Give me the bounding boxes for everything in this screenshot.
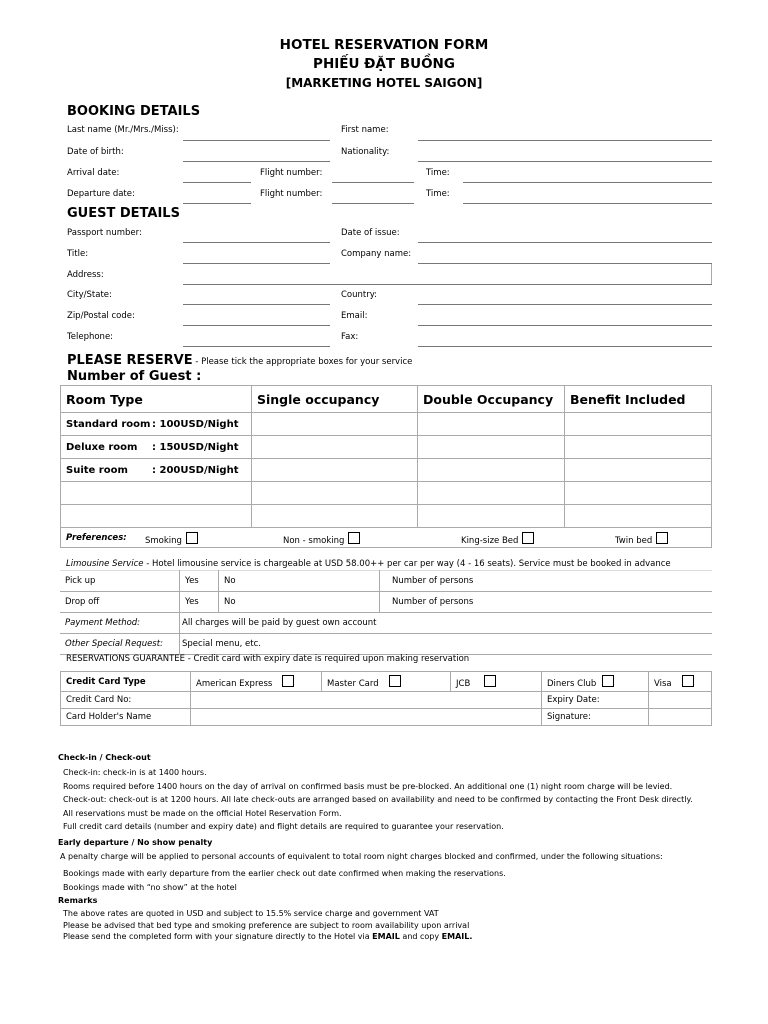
- title-label: Title:: [67, 249, 89, 259]
- king-bed-checkbox[interactable]: [522, 532, 534, 544]
- list-item: The above rates are quoted in USD and subject to 15.5% service charge and government VAT: [63, 909, 439, 918]
- copy-email-link[interactable]: EMAIL.: [441, 932, 473, 941]
- number-of-guest-label: Number of Guest :: [67, 369, 202, 384]
- pickup-no[interactable]: No: [219, 571, 380, 592]
- amex-label: American Express: [196, 678, 273, 689]
- nationality-field[interactable]: [418, 161, 712, 162]
- double-cell[interactable]: [418, 413, 565, 436]
- card-type-label: Credit Card Type: [61, 672, 191, 692]
- pickup-label: Pick up: [60, 571, 180, 592]
- twin-bed-option[interactable]: [615, 532, 668, 546]
- passport-field[interactable]: [183, 242, 330, 243]
- dropoff-no[interactable]: No: [219, 592, 380, 613]
- card-number-field[interactable]: [191, 692, 542, 709]
- single-cell[interactable]: [252, 505, 418, 528]
- send-instructions: [63, 931, 472, 943]
- double-occupancy-header: Double Occupancy: [418, 386, 565, 413]
- early-departure-heading: Early departure / No show penalty: [58, 838, 213, 847]
- departure-flight-label: Flight number:: [260, 189, 323, 199]
- list-item: Please be advised that bed type and smoking preference are subject to room availability upon arrival: [63, 920, 470, 930]
- list-item: Check-in: check-in is at 1400 hours.: [63, 768, 207, 777]
- payment-label: Payment Method:: [60, 613, 180, 634]
- email-label: Email:: [341, 311, 368, 321]
- room-table: [60, 385, 712, 548]
- double-cell[interactable]: [418, 459, 565, 482]
- reserve-note: - Please tick the appropriate boxes for your service: [192, 357, 413, 367]
- special-request-label: Other Special Request:: [60, 634, 180, 655]
- single-cell[interactable]: [252, 413, 418, 436]
- arrival-flight-label: Flight number:: [260, 168, 323, 178]
- passport-label: Passport number:: [67, 228, 142, 238]
- address-label: Address:: [67, 270, 104, 280]
- date-issue-label: Date of issue:: [341, 228, 400, 238]
- single-cell[interactable]: [252, 459, 418, 482]
- preferences-cell: [61, 528, 712, 548]
- table-row: [61, 436, 712, 459]
- address-field[interactable]: [183, 284, 712, 285]
- list-item: Full credit card details (number and expiry date) and flight details are required to guarantee your reservation.: [63, 822, 504, 831]
- non-smoking-checkbox[interactable]: [348, 532, 360, 544]
- form-title: HOTEL RESERVATION FORM: [279, 37, 489, 53]
- room-name: Suite room: [66, 464, 128, 476]
- room-type-cell[interactable]: [61, 482, 252, 505]
- list-item: Bookings made with “no show” at the hotel: [63, 882, 237, 892]
- city-label: City/State:: [67, 290, 112, 300]
- reserve-heading: PLEASE RESERVE: [67, 353, 193, 368]
- arrival-time-label: Time:: [426, 168, 450, 178]
- guest-heading: GUEST DETAILS: [67, 206, 180, 221]
- dropoff-yes[interactable]: Yes: [180, 592, 219, 613]
- nationality-label: Nationality:: [341, 147, 390, 157]
- list-item: Bookings made with early departure from the earlier check out date confirmed when making the reservations.: [63, 869, 506, 878]
- amex-option[interactable]: [191, 672, 322, 692]
- dropoff-label: Drop off: [60, 592, 180, 613]
- jcb-label: JCB: [456, 678, 471, 689]
- room-name: Deluxe room: [66, 441, 138, 453]
- room-type-cell: [61, 413, 252, 436]
- benefit-cell[interactable]: [565, 482, 712, 505]
- table-row: [61, 413, 712, 436]
- first-name-label: First name:: [341, 125, 389, 135]
- twin-bed-label: Twin bed: [615, 536, 653, 546]
- telephone-label: Telephone:: [67, 332, 114, 342]
- city-field[interactable]: [183, 304, 330, 305]
- credit-card-table: [60, 671, 712, 726]
- non-smoking-label: Non - smoking: [283, 536, 345, 546]
- checkin-heading: Check-in / Check-out: [58, 753, 151, 762]
- king-bed-option[interactable]: [461, 532, 534, 546]
- early-departure-intro: A penalty charge will be applied to personal accounts of equivalent to total room night charges blocked and confirmed, under the following situations:: [60, 852, 663, 861]
- form-subtitle: [MARKETING HOTEL SAIGON]: [285, 76, 483, 90]
- pickup-persons[interactable]: Number of persons: [380, 571, 713, 592]
- benefit-cell[interactable]: [565, 413, 712, 436]
- diners-option[interactable]: [542, 672, 649, 692]
- email-link[interactable]: EMAIL: [372, 932, 400, 941]
- king-bed-label: King-size Bed: [461, 536, 519, 546]
- list-item: Rooms required before 1400 hours on the day of arrival on confirmed basis must be pre-blocked. An additional one (1) night room charge will be levied.: [63, 781, 673, 791]
- arrival-label: Arrival date:: [67, 168, 120, 178]
- departure-time-field[interactable]: [463, 203, 712, 204]
- limousine-row: [66, 559, 671, 569]
- country-label: Country:: [341, 290, 378, 300]
- country-field[interactable]: [418, 304, 712, 305]
- room-type-cell: [61, 459, 252, 482]
- checkin-list: [63, 766, 693, 834]
- payment-text: All charges will be paid by guest own account: [180, 613, 713, 634]
- remarks-heading: Remarks: [58, 896, 98, 905]
- card-number-label: Credit Card No:: [61, 692, 191, 709]
- room-type-header: Room Type: [61, 386, 252, 413]
- departure-time-label: Time:: [426, 189, 450, 199]
- double-cell[interactable]: [418, 482, 565, 505]
- double-cell[interactable]: [418, 436, 565, 459]
- preferences-row: [61, 528, 712, 548]
- telephone-field[interactable]: [183, 346, 330, 347]
- master-label: Master Card: [327, 678, 379, 689]
- send-mid-text: and copy: [399, 932, 442, 941]
- list-item: Check-out: check-out is at 1200 hours. All late check-outs are arranged based on availability and need to be confirmed by contacting the Front Desk directly.: [63, 795, 693, 804]
- send-text: Please send the completed form with your signature directly to the Hotel via: [63, 932, 373, 941]
- zip-label: Zip/Postal code:: [67, 311, 135, 321]
- fax-field[interactable]: [418, 346, 712, 347]
- last-name-label: Last name (Mr./Mrs./Miss):: [67, 125, 179, 135]
- guarantee-text: RESERVATIONS GUARANTEE - Credit card with expiry date is required upon making reservation: [66, 654, 470, 664]
- single-cell[interactable]: [252, 436, 418, 459]
- room-price: : 100USD/Night: [152, 418, 239, 430]
- company-label: Company name:: [341, 249, 412, 259]
- arrival-time-field[interactable]: [463, 182, 712, 183]
- early-departure-list: [63, 867, 506, 894]
- visa-option[interactable]: [649, 672, 712, 692]
- benefit-cell[interactable]: [565, 459, 712, 482]
- smoking-option[interactable]: [145, 532, 198, 546]
- non-smoking-option[interactable]: [283, 532, 360, 546]
- jcb-option[interactable]: [451, 672, 542, 692]
- smoking-checkbox[interactable]: [186, 532, 198, 544]
- benefit-cell[interactable]: [565, 505, 712, 528]
- first-name-field[interactable]: [418, 140, 712, 141]
- departure-field[interactable]: [183, 203, 251, 204]
- room-price: : 200USD/Night: [152, 464, 239, 476]
- company-field[interactable]: [418, 263, 712, 264]
- reserve-heading-row: [67, 349, 412, 368]
- dob-field[interactable]: [183, 161, 330, 162]
- title-field[interactable]: [183, 263, 330, 264]
- diners-label: Diners Club: [547, 678, 597, 689]
- diners-checkbox[interactable]: [602, 675, 614, 687]
- limousine-label: Limousine Service: [66, 559, 144, 569]
- room-name: Standard room: [66, 418, 151, 430]
- benefit-header: Benefit Included: [565, 386, 712, 413]
- special-request-text[interactable]: Special menu, etc.: [180, 634, 713, 655]
- expiry-field[interactable]: [649, 692, 712, 709]
- signature-label: Signature:: [542, 709, 649, 726]
- table-row: [61, 505, 712, 528]
- dob-label: Date of birth:: [67, 147, 124, 157]
- card-holder-field[interactable]: [191, 709, 542, 726]
- list-item: All reservations must be made on the official Hotel Reservation Form.: [63, 808, 342, 818]
- email-field[interactable]: [418, 325, 712, 326]
- booking-heading: BOOKING DETAILS: [67, 104, 201, 119]
- benefit-cell[interactable]: [565, 436, 712, 459]
- visa-checkbox[interactable]: [682, 675, 694, 687]
- table-row: [61, 482, 712, 505]
- twin-bed-checkbox[interactable]: [656, 532, 668, 544]
- card-holder-label: Card Holder's Name: [61, 709, 191, 726]
- visa-label: Visa: [654, 678, 672, 689]
- room-price: : 150USD/Night: [152, 441, 239, 453]
- dropoff-persons[interactable]: Number of persons: [380, 592, 713, 613]
- pickup-yes[interactable]: Yes: [180, 571, 219, 592]
- room-type-cell[interactable]: [61, 505, 252, 528]
- form-title-vietnamese: PHIẾU ĐẶT BUỒNG: [313, 56, 455, 72]
- last-name-field[interactable]: [183, 140, 330, 141]
- fax-label: Fax:: [341, 332, 359, 342]
- expiry-label: Expiry Date:: [542, 692, 649, 709]
- smoking-label: Smoking: [145, 536, 182, 546]
- zip-field[interactable]: [183, 325, 330, 326]
- remarks-list: [63, 908, 472, 943]
- room-type-cell: [61, 436, 252, 459]
- signature-field[interactable]: [649, 709, 712, 726]
- preferences-label: Preferences:: [66, 532, 127, 543]
- double-cell[interactable]: [418, 505, 565, 528]
- jcb-checkbox[interactable]: [484, 675, 496, 687]
- limousine-text: - Hotel limousine service is chargeable at USD 58.00++ per car per way (4 - 16 seats). Service must be booked in advance: [143, 559, 671, 569]
- arrival-field[interactable]: [183, 182, 251, 183]
- master-checkbox[interactable]: [389, 675, 401, 687]
- amex-checkbox[interactable]: [282, 675, 294, 687]
- departure-flight-field[interactable]: [332, 203, 414, 204]
- departure-label: Departure date:: [67, 189, 135, 199]
- date-issue-field[interactable]: [418, 242, 712, 243]
- single-occupancy-header: Single occupancy: [252, 386, 418, 413]
- master-option[interactable]: [322, 672, 451, 692]
- address-field-edge: [711, 264, 712, 284]
- arrival-flight-field[interactable]: [332, 182, 414, 183]
- table-row: [61, 459, 712, 482]
- single-cell[interactable]: [252, 482, 418, 505]
- limousine-table: [60, 570, 712, 655]
